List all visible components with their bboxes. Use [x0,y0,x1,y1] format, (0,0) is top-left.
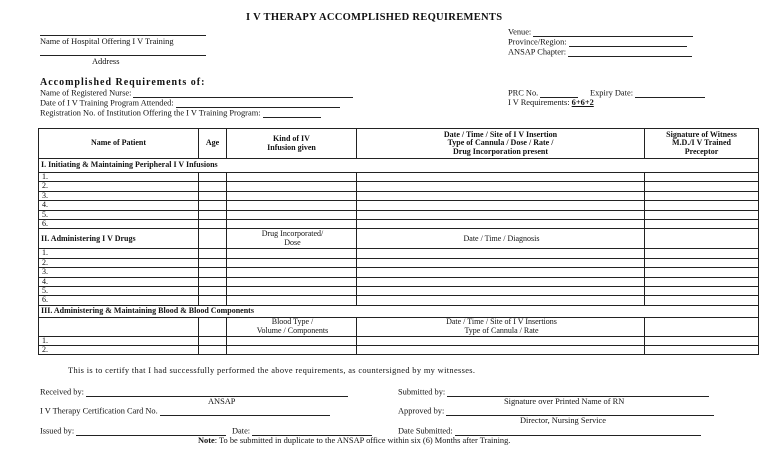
venue-label: Venue: [508,27,532,37]
age-cell[interactable] [199,219,227,228]
iv-requirements-value: 6+6+2 [571,98,594,107]
issued-by-label: Issued by: [40,426,75,436]
signature-cell[interactable] [645,210,759,219]
submitted-by-label: Submitted by: [398,387,446,397]
section3-blood-header [227,317,357,336]
signature-cell[interactable] [645,268,759,277]
date-submitted-field[interactable] [398,427,701,436]
submission-note [198,437,510,445]
signature-cell[interactable] [645,336,759,345]
datetime-cell[interactable] [357,191,645,200]
col-dt-line2: Type of Cannula / Dose / Rate / [447,138,554,148]
section2-drug-line1: Drug Incorporated/ [261,229,324,239]
age-cell[interactable] [199,191,227,200]
iv-requirements [508,99,594,107]
datetime-cell[interactable] [357,346,645,355]
signature-rn-label: Signature over Printed Name of RN [504,397,625,406]
col-kind-header [227,129,357,159]
table-row[interactable]: 2. [39,258,199,267]
kind-cell[interactable] [227,173,357,182]
col-sig-line3: Preceptor [684,146,719,156]
section2-drug-header [227,229,357,249]
blood-cell[interactable] [227,346,357,355]
date-submitted-label: Date Submitted: [398,426,453,436]
note-text: : To be submitted in duplicate to the ANSAP office within six (6) Months after Training. [214,436,511,445]
table-row[interactable]: 2. [39,346,199,355]
signature-cell[interactable] [645,249,759,258]
note-label: Note [198,436,215,445]
table-row[interactable]: 5. [39,210,199,219]
kind-cell[interactable] [227,182,357,191]
issued-date-field[interactable] [232,427,372,436]
col-kind-line2: Infusion given [267,142,316,152]
card-no-field[interactable] [40,407,330,416]
section2-sig-blank [645,229,759,249]
table-row[interactable]: 4. [39,201,199,210]
datetime-cell[interactable] [357,182,645,191]
nurse-name-field[interactable] [40,89,353,98]
section3-bt-line2: Volume / Components [256,325,329,335]
certification-statement: This is to certify that I had successfully performed the above requirements, as countersigned by my witnesses. [68,366,476,375]
kind-cell[interactable] [227,219,357,228]
table-row[interactable]: 5. [39,286,199,295]
section3-dt-header [357,317,645,336]
nurse-name-label: Name of Registered Nurse: [40,88,132,98]
prc-field[interactable] [508,89,578,98]
expiry-label: Expiry Date: [590,88,634,98]
datetime-cell[interactable] [357,219,645,228]
datetime-cell[interactable] [357,201,645,210]
section2-drug-line2: Dose [284,237,301,247]
datetime-cell[interactable] [357,336,645,345]
kind-cell[interactable] [227,210,357,219]
address-field[interactable] [40,53,206,56]
section3-heading: III. Administering & Maintaining Blood & Blood Components [39,305,759,317]
table-row[interactable]: 2. [39,182,199,191]
section3-sig-blank [645,317,759,336]
datetime-cell[interactable] [357,277,645,286]
signature-cell[interactable] [645,346,759,355]
signature-cell[interactable] [645,191,759,200]
table-row[interactable]: 3. [39,191,199,200]
section3-dt-line2: Type of Cannula / Rate [464,325,539,335]
col-signature-header [645,129,759,159]
section2-age-blank [199,229,227,249]
hospital-name-field[interactable] [40,33,206,36]
table-row[interactable]: 1. [39,249,199,258]
signature-cell[interactable] [645,219,759,228]
col-sig-line1: Signature of Witness [666,129,737,139]
iv-requirements-label: I V Requirements: [508,98,570,107]
ansap-label: ANSAP [208,397,236,406]
section3-dt-line1: Date / Time / Site of I V Insertions [446,317,557,327]
table-row[interactable]: 1. [39,173,199,182]
table-row[interactable]: 6. [39,219,199,228]
date-attended-label: Date of I V Training Program Attended: [40,98,174,108]
age-cell[interactable] [199,258,227,267]
drug-cell[interactable] [227,277,357,286]
age-cell[interactable] [199,296,227,305]
registration-label: Registration No. of Institution Offering the I V Training Program: [40,108,261,118]
drug-cell[interactable] [227,268,357,277]
col-dt-line1: Date / Time / Site of I V Insertion [443,129,558,139]
signature-cell[interactable] [645,286,759,295]
datetime-cell[interactable] [357,249,645,258]
age-cell[interactable] [199,277,227,286]
signature-cell[interactable] [645,258,759,267]
hospital-name-label: Name of Hospital Offering I V Training [40,37,174,46]
issued-by-field[interactable] [40,427,226,436]
col-datetime-header [357,129,645,159]
address-label: Address [92,57,120,66]
table-row[interactable]: 3. [39,268,199,277]
blood-cell[interactable] [227,336,357,345]
signature-cell[interactable] [645,182,759,191]
approved-by-field[interactable] [398,407,714,416]
province-field[interactable] [508,38,687,47]
card-no-label: I V Therapy Certification Card No. [40,406,158,416]
section2-dt-header: Date / Time / Diagnosis [357,229,645,249]
form-title: I V THERAPY ACCOMPLISHED REQUIREMENTS [246,12,503,23]
table-row[interactable]: 1. [39,336,199,345]
section1-heading: I. Initiating & Maintaining Peripheral I V Infusions [39,159,759,173]
venue-field[interactable] [508,28,693,37]
kind-cell[interactable] [227,201,357,210]
age-cell[interactable] [199,268,227,277]
expiry-field[interactable] [590,89,705,98]
signature-cell[interactable] [645,296,759,305]
registration-field[interactable] [40,109,321,118]
drug-cell[interactable] [227,258,357,267]
age-cell[interactable] [199,336,227,345]
director-label: Director, Nursing Service [520,416,606,425]
age-cell[interactable] [199,249,227,258]
col-dt-line3: Drug Incorporation present [453,146,548,156]
approved-by-label: Approved by: [398,406,445,416]
drug-cell[interactable] [227,249,357,258]
requirements-table [38,128,759,355]
age-cell[interactable] [199,346,227,355]
table-row[interactable]: 6. [39,296,199,305]
signature-cell[interactable] [645,173,759,182]
drug-cell[interactable] [227,286,357,295]
table-row[interactable]: 4. [39,277,199,286]
datetime-cell[interactable] [357,268,645,277]
chapter-field[interactable] [508,48,692,57]
issued-date-label: Date: [232,426,251,436]
age-cell[interactable] [199,210,227,219]
col-kind-line1: Kind of IV [273,134,310,144]
date-attended-field[interactable] [40,99,340,108]
datetime-cell[interactable] [357,210,645,219]
drug-cell[interactable] [227,296,357,305]
signature-cell[interactable] [645,277,759,286]
chapter-label: ANSAP Chapter: [508,47,567,57]
section3-age-blank [199,317,227,336]
datetime-cell[interactable] [357,286,645,295]
section3-bt-line1: Blood Type / [271,317,314,327]
col-patient-header: Name of Patient [39,129,199,159]
signature-cell[interactable] [645,201,759,210]
datetime-cell[interactable] [357,258,645,267]
kind-cell[interactable] [227,191,357,200]
received-by-field[interactable] [40,388,348,397]
province-label: Province/Region: [508,37,567,47]
submitted-by-field[interactable] [398,388,709,397]
section3-patient-blank [39,317,199,336]
section2-heading: II. Administering I V Drugs [39,229,199,249]
col-sig-line2: M.D./I V Trained [672,138,731,148]
prc-label: PRC No. [508,88,539,98]
age-cell[interactable] [199,286,227,295]
datetime-cell[interactable] [357,173,645,182]
accomplished-heading: Accomplished Requirements of: [40,77,206,88]
age-cell[interactable] [199,182,227,191]
age-cell[interactable] [199,173,227,182]
col-age-header: Age [199,129,227,159]
age-cell[interactable] [199,201,227,210]
received-by-label: Received by: [40,387,84,397]
datetime-cell[interactable] [357,296,645,305]
